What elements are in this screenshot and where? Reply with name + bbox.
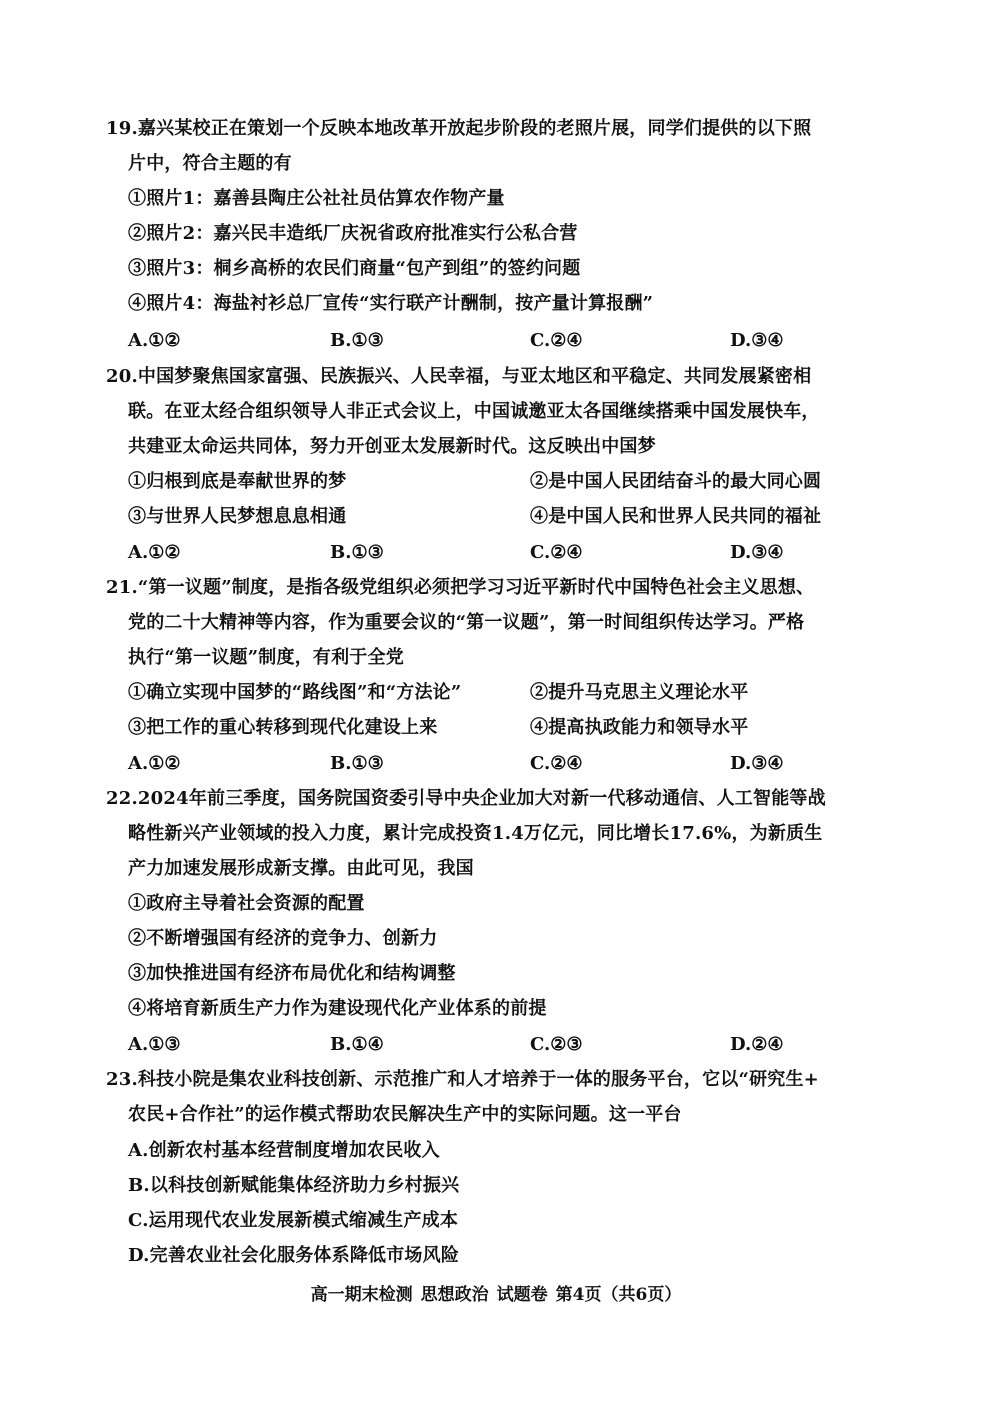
- question-stem-line: 21.“第一议题”制度，是指各级党组织必须把学习习近平新时代中国特色社会主义思想、: [106, 577, 815, 598]
- choice-b: B.①④: [330, 1034, 384, 1055]
- choice-a: A.创新农村基本经营制度增加农民收入: [128, 1140, 440, 1161]
- footer-subject: 思想政治: [420, 1285, 489, 1305]
- statement-1: ①归根到底是奉献世界的梦: [128, 471, 347, 492]
- choice-b: B.①③: [330, 753, 384, 774]
- footer-paper: 试题卷: [496, 1285, 548, 1305]
- choice-c: C.运用现代农业发展新模式缩减生产成本: [128, 1210, 459, 1231]
- statement-4: ④将培育新质生产力作为建设现代化产业体系的前提: [128, 998, 547, 1019]
- question-stem-line: 23.科技小院是集农业科技创新、示范推广和人才培养于一体的服务平台，它以“研究生+: [106, 1069, 819, 1090]
- statement-3: ③把工作的重心转移到现代化建设上来: [128, 717, 438, 738]
- choice-c: C.②③: [530, 1034, 583, 1055]
- choice-b: B.①③: [330, 542, 384, 563]
- statement-1: ①照片1：嘉善县陶庄公社社员估算农作物产量: [128, 188, 505, 209]
- question-stem-line: 执行“第一议题”制度，有利于全党: [128, 647, 404, 668]
- choice-a: A.①②: [128, 753, 181, 774]
- question-stem-line: 片中，符合主题的有: [128, 153, 292, 174]
- question-stem-line: 产力加速发展形成新支撑。由此可见，我国: [128, 858, 474, 879]
- question-stem-line: 农民+合作社”的运作模式帮助农民解决生产中的实际问题。这一平台: [128, 1104, 682, 1125]
- question-stem-line: 20.中国梦聚焦国家富强、民族振兴、人民幸福，与亚太地区和平稳定、共同发展紧密相: [106, 366, 812, 387]
- question-stem-line: 略性新兴产业领域的投入力度，累计完成投资1.4万亿元，同比增长17.6%，为新质生: [128, 823, 823, 844]
- choice-d: D.③④: [730, 753, 784, 774]
- page-footer: [0, 1283, 992, 1307]
- statement-4: ④是中国人民和世界人民共同的福祉: [530, 506, 822, 527]
- statement-4: ④照片4：海盐衬衫总厂宣传“实行联产计酬制，按产量计算报酬”: [128, 293, 654, 314]
- statement-2: ②不断增强国有经济的竞争力、创新力: [128, 928, 438, 949]
- statement-4: ④提高执政能力和领导水平: [530, 717, 749, 738]
- statement-2: ②照片2：嘉兴民丰造纸厂庆祝省政府批准实行公私合营: [128, 223, 578, 244]
- choice-d: D.完善农业社会化服务体系降低市场风险: [128, 1245, 460, 1266]
- question-stem-line: 22.2024年前三季度，国务院国资委引导中央企业加大对新一代移动通信、人工智能等战: [106, 788, 826, 809]
- choice-a: A.①②: [128, 330, 181, 351]
- statement-3: ③加快推进国有经济布局优化和结构调整: [128, 963, 456, 984]
- choice-b: B.①③: [330, 330, 384, 351]
- statement-1: ①确立实现中国梦的“路线图”和“方法论”: [128, 682, 462, 703]
- choice-d: D.②④: [730, 1034, 784, 1055]
- statement-2: ②是中国人民团结奋斗的最大同心圆: [530, 471, 822, 492]
- statement-3: ③与世界人民梦想息息相通: [128, 506, 347, 527]
- footer-exam: 高一期末检测: [310, 1285, 413, 1305]
- question-stem-line: 党的二十大精神等内容，作为重要会议的“第一议题”，第一时间组织传达学习。严格: [128, 612, 805, 633]
- question-stem-line: 19.嘉兴某校正在策划一个反映本地改革开放起步阶段的老照片展，同学们提供的以下照: [106, 118, 812, 139]
- question-stem-line: 联。在亚太经合组织领导人非正式会议上，中国诚邀亚太各国继续搭乘中国发展快车，: [128, 401, 820, 422]
- choice-c: C.②④: [530, 330, 583, 351]
- choice-a: A.①②: [128, 542, 181, 563]
- choice-c: C.②④: [530, 542, 583, 563]
- choice-c: C.②④: [530, 753, 583, 774]
- footer-page-number: 第4页（共6页）: [555, 1285, 682, 1305]
- statement-2: ②提升马克思主义理论水平: [530, 682, 749, 703]
- choice-d: D.③④: [730, 542, 784, 563]
- choice-b: B.以科技创新赋能集体经济助力乡村振兴: [128, 1175, 460, 1196]
- question-stem-line: 共建亚太命运共同体，努力开创亚太发展新时代。这反映出中国梦: [128, 436, 656, 457]
- choice-d: D.③④: [730, 330, 784, 351]
- statement-3: ③照片3：桐乡高桥的农民们商量“包产到组”的签约问题: [128, 258, 581, 279]
- statement-1: ①政府主导着社会资源的配置: [128, 893, 365, 914]
- choice-a: A.①③: [128, 1034, 181, 1055]
